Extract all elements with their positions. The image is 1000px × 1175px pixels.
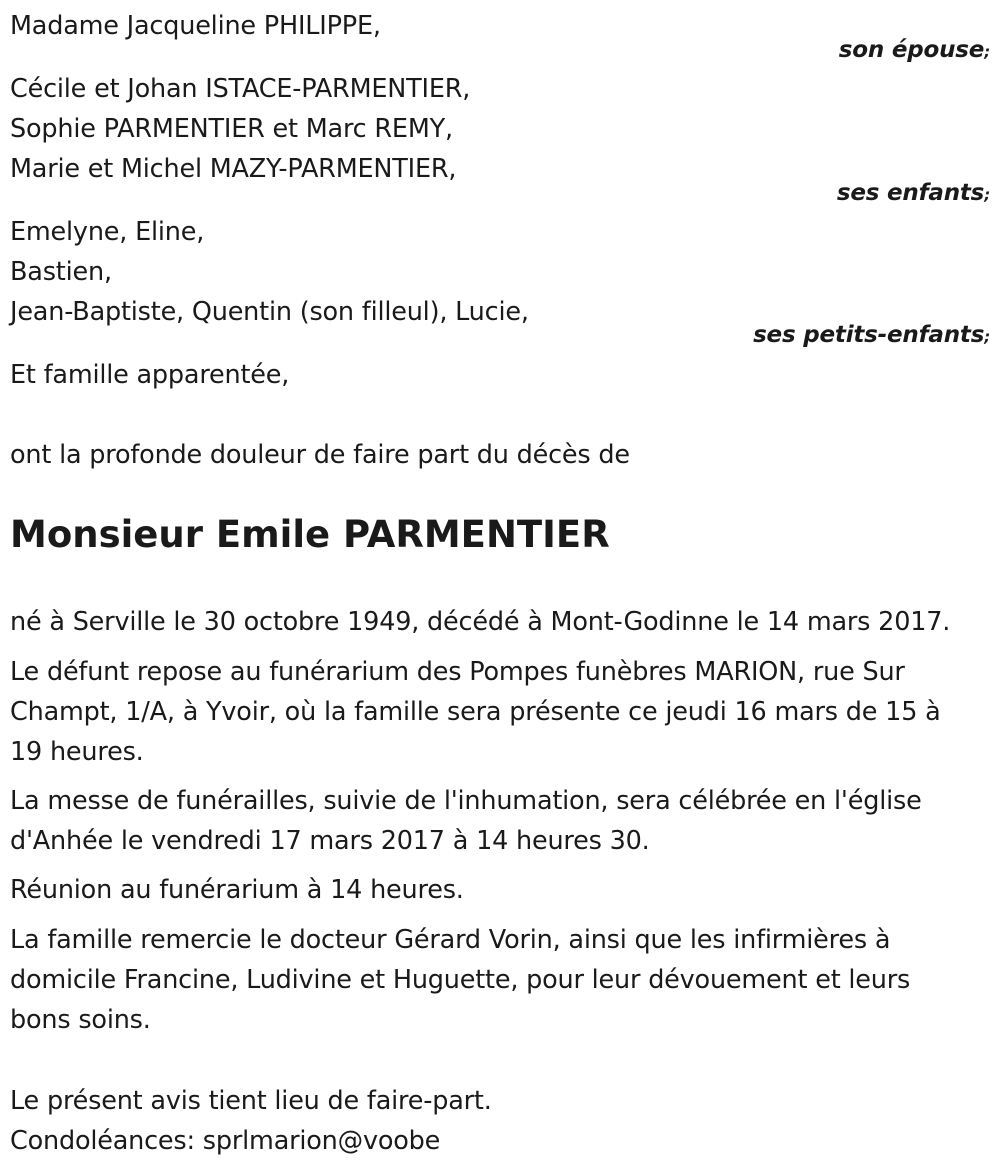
birth-death-details: né à Serville le 30 octobre 1949, décédé à Mont-Godinne le 14 mars 2017. bbox=[10, 607, 951, 637]
children-role-label: ses enfants bbox=[836, 180, 985, 206]
thanks-line: bons soins. bbox=[10, 1005, 151, 1035]
extended-family: Et famille apparentée, bbox=[10, 360, 290, 390]
children-line: Cécile et Johan ISTACE-PARMENTIER, bbox=[10, 74, 471, 104]
spouse-name: Madame Jacqueline PHILIPPE, bbox=[10, 11, 381, 41]
spouse-role-label: son épouse bbox=[838, 37, 985, 63]
role-separator: ; bbox=[984, 43, 990, 61]
role-separator: ; bbox=[984, 186, 990, 204]
visitation-line: Champt, 1/A, à Yvoir, où la famille sera présente ce jeudi 16 mars de 15 à bbox=[10, 697, 941, 727]
condolences-line: Condoléances: sprlmarion@voobe bbox=[10, 1126, 441, 1156]
thanks-line: La famille remercie le docteur Gérard Vorin, ainsi que les infirmières à bbox=[10, 925, 891, 955]
grandchildren-line: Jean-Baptiste, Quentin (son filleul), Lucie, bbox=[10, 297, 529, 327]
mass-line: d'Anhée le vendredi 17 mars 2017 à 14 heures 30. bbox=[10, 826, 650, 856]
children-line: Marie et Michel MAZY-PARMENTIER, bbox=[10, 154, 457, 184]
deceased-name: Monsieur Emile PARMENTIER bbox=[10, 513, 610, 556]
mass-line: La messe de funérailles, suivie de l'inhumation, sera célébrée en l'église bbox=[10, 786, 922, 816]
children-line: Sophie PARMENTIER et Marc REMY, bbox=[10, 114, 453, 144]
thanks-line: domicile Francine, Ludivine et Huguette, pour leur dévouement et leurs bbox=[10, 965, 911, 995]
visitation-line: Le défunt repose au funérarium des Pompes funèbres MARION, rue Sur bbox=[10, 657, 905, 687]
grandchildren-role-label: ses petits-enfants bbox=[753, 322, 985, 348]
grandchildren-line: Emelyne, Eline, bbox=[10, 217, 205, 247]
visitation-line: 19 heures. bbox=[10, 737, 144, 767]
grandchildren-line: Bastien, bbox=[10, 257, 112, 287]
reunion-line: Réunion au funérarium à 14 heures. bbox=[10, 875, 464, 905]
announcement-text: ont la profonde douleur de faire part du décès de bbox=[10, 440, 630, 470]
spouse-role bbox=[839, 35, 990, 67]
children-role bbox=[837, 178, 990, 210]
grandchildren-role bbox=[753, 320, 990, 352]
role-separator: ; bbox=[984, 328, 990, 346]
notice-line: Le présent avis tient lieu de faire-part. bbox=[10, 1086, 492, 1116]
